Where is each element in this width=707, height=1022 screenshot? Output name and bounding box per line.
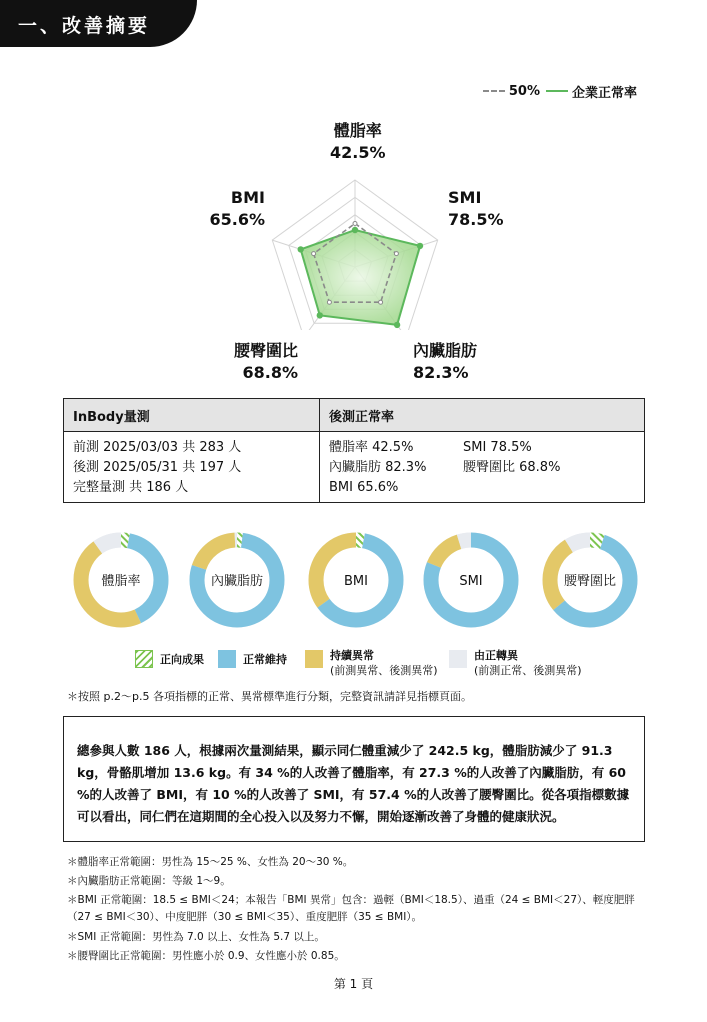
radar-ref-point [394,252,398,256]
donut-center-label: SMI [459,574,483,589]
legend-dashed-label: 50% [508,83,540,99]
legend-swatch-yellow [305,650,323,668]
rate-cell: 腰臀圍比 68.8% [463,460,561,475]
radar-label-bmi [205,187,265,231]
radar-ref-point [327,300,331,304]
note-waist-hip: ＊腰臀圍比正常範圍：男性應小於 0.9、女性應小於 0.85。 [67,950,345,962]
legend-label: 持續異常 [330,649,374,662]
radar-point [394,322,400,328]
donut-chart [550,540,630,620]
radar-ref-point [312,252,316,256]
donut-chart [81,540,161,620]
section-banner [0,0,197,47]
section-title: 一、改善摘要 [18,15,151,37]
legend-dashed-swatch [483,90,505,92]
rate-cell: 內臟脂肪 82.3% [329,460,427,475]
legend-maintain [218,648,287,668]
radar-axis-label: 腰臀圍比 [233,341,298,360]
radar-ref-point [353,222,357,226]
radar-point [417,243,423,249]
rate-row [329,438,644,458]
radar-value-label: 42.5% [330,143,386,162]
page-number: 第 1 頁 [333,977,374,991]
classification-note: ＊按照 p.2～p.5 各項指標的正常、異常標準進行分類，完整資訊請詳見指標頁面。 [67,690,472,703]
legend-swatch-hatched [135,650,153,668]
radar-label-body-fat [330,120,386,164]
legend-solid-swatch [546,90,568,92]
note-visceral-fat: ＊內臟脂肪正常範圍：等級 1～9。 [67,875,231,887]
legend-worsened [449,648,582,678]
legend-swatch-blue [218,650,236,668]
radar-ref-point [379,300,383,304]
radar-value-label: 82.3% [413,363,469,382]
radar-value-label: 68.8% [242,363,298,382]
complete-line: 完整量測 共 186 人 [73,480,189,495]
donut-chart [431,540,511,620]
donut-charts [0,525,707,637]
range-notes [67,853,652,966]
pre-test-line: 前測 2025/03/03 共 283 人 [73,440,242,455]
legend-label: 由正轉異 [474,649,518,662]
radar-value-label: 78.5% [448,210,504,229]
radar-value-label: 65.6% [209,210,265,229]
table-body [64,432,644,502]
legend-positive [135,648,204,668]
donut-center-label: BMI [344,574,368,589]
legend-abnormal [305,648,438,678]
inbody-info-table [63,398,645,503]
donut-center-label: 內臟脂肪 [210,574,264,589]
rate-details [319,432,644,502]
radar-axis-label: 體脂率 [333,121,382,140]
donut-center-label: 體脂率 [101,574,141,589]
legend-solid-label: 企業正常率 [571,85,637,101]
legend-label: 正向成果 [160,653,204,666]
legend-sublabel: (前測異常、後測異常) [330,664,438,677]
radar-point [298,246,304,252]
rate-cell: SMI 78.5% [463,440,532,455]
donut-chart [197,540,277,620]
radar-axis-label: 內臟脂肪 [413,341,478,360]
legend-swatch-grey [449,650,467,668]
radar-label-visceral-fat [413,340,477,384]
legend-label: 正常維持 [243,653,287,666]
radar-axis-label: SMI [448,188,482,207]
note-smi: ＊SMI 正常範圍：男性為 7.0 以上、女性為 5.7 以上。 [67,931,325,943]
donut-legend [0,648,707,680]
radar-axis-label: BMI [230,188,265,207]
measure-details [64,432,319,502]
radar-series-normal-rate [301,230,420,325]
rate-cell: BMI 65.6% [329,480,399,495]
radar-point [352,227,358,233]
summary-text: 總參與人數 186 人，根據兩次量測結果，顯示同仁體重減少了 242.5 kg，體脂肪減少了 91.3 kg，骨骼肌增加 13.6 kg。有 34 %的人改善了體脂率，有 27.3 %的人改善了內臟脂肪，有 60 %的人改善了 BMI，有 10 %的人改善了 SMI，有 57.4 %的人改善了腰臀圍比。從各項指標數據可以看出，同仁們在這期間的全心投入以及努力不懈，開始逐漸改善了身體的健康狀況。 [77,743,630,824]
donut-chart [316,540,396,620]
summary-box [63,716,645,842]
donut-center-label: 腰臀圍比 [563,574,617,589]
radar-point [317,312,323,318]
table-head-rate: 後測正常率 [319,399,644,431]
note-bmi: ＊BMI 正常範圍：18.5 ≤ BMI＜24；本報告「BMI 異常」包含：過輕（BMI＜18.5）、過重（24 ≤ BMI＜27）、輕度肥胖（27 ≤ BMI＜30）、中度肥胖（30 ≤ BMI＜35）、重度肥胖（35 ≤ BMI）。 [67,894,635,923]
rate-row [329,478,644,498]
post-test-line: 後測 2025/05/31 共 197 人 [73,460,242,475]
radar-label-waist-hip [228,340,298,384]
legend-sublabel: (前測正常、後測異常) [474,664,582,677]
rate-row [329,458,644,478]
radar-legend [483,82,637,100]
note-body-fat: ＊體脂率正常範圍：男性為 15～25 %、女性為 20～30 %。 [67,856,354,868]
rate-cell: 體脂率 42.5% [329,440,414,455]
table-head-measure: InBody量測 [73,409,150,425]
radar-label-smi [448,187,504,231]
table-header [64,399,644,432]
